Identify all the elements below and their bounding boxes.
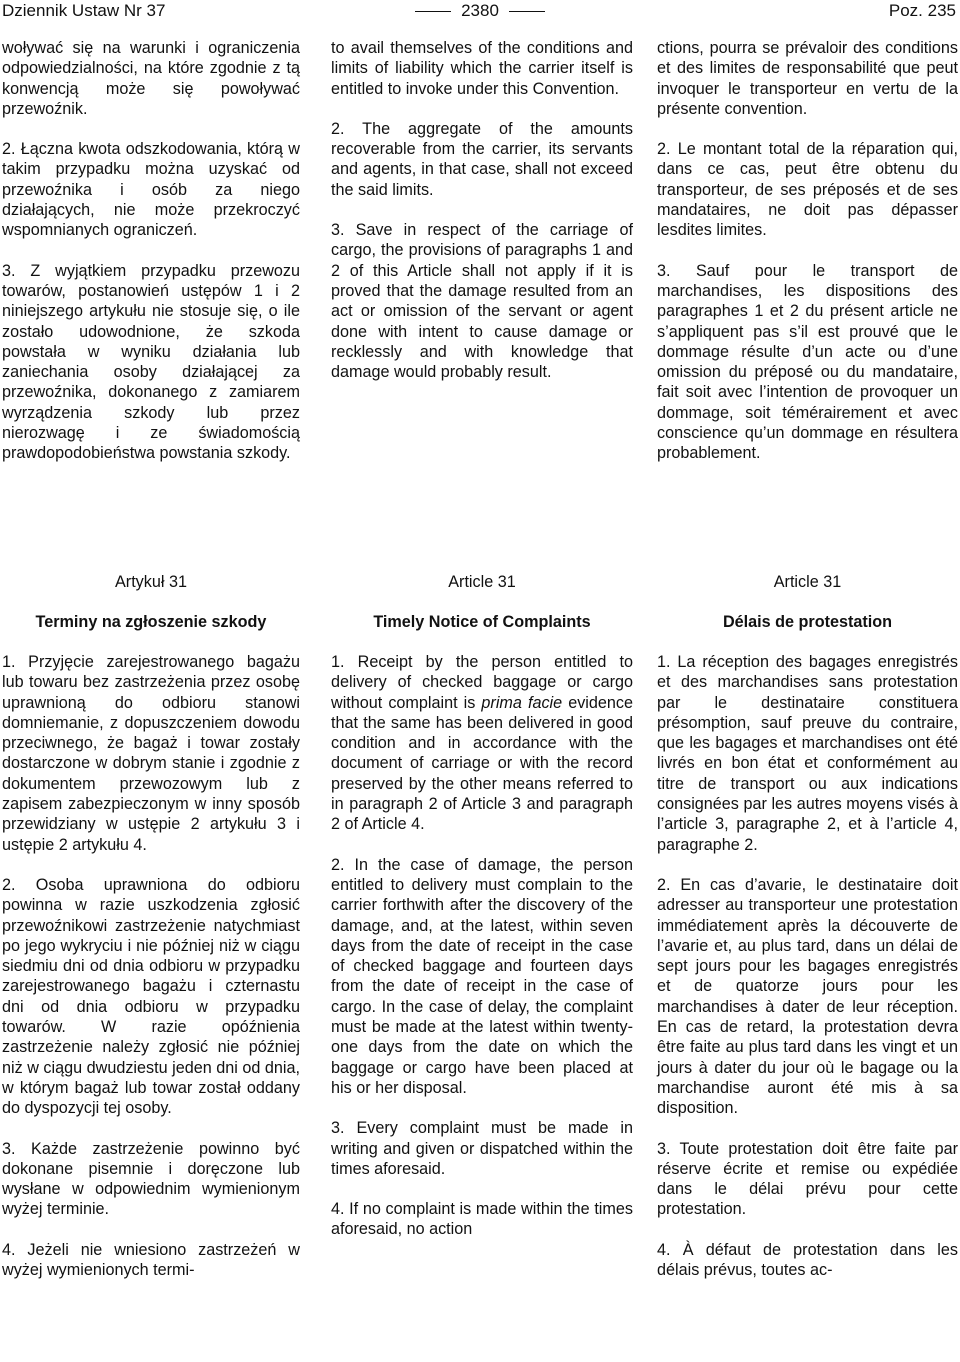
paragraph: 3. Sauf pour le transport de marchandises, les dispositions des paragraphes 1 et 2 du présent article ne s’appliquent pas s’il est prouvé que le dommage résulte d’un acte ou d’une omission du préposé ou du mandataire, fait soit avec l’intention de provoquer un dommage, soit témérairement et avec conscience qu’un dommage en résultera probablement.: [657, 261, 958, 463]
dash-left: [415, 11, 451, 12]
article-number: Article 31: [773, 573, 842, 591]
paragraph: 2. Łączna kwota odszkodowania, którą w takim przypadku można uzyskać od przewoźnika i osób za niego działających, nie może przekroczyć wspomnianych ograniczeń.: [2, 140, 300, 240]
text-run: 1. Receipt by the person entitled to delivery of checked baggage or cargo without complaint is: [331, 653, 633, 712]
column-english-art30: [331, 38, 633, 382]
article-heading-polish: [2, 572, 300, 633]
position-number: Poz. 235: [888, 1, 956, 20]
column-french-art31: [657, 652, 958, 1280]
text-run: evidence that the same has been delivered in good condition and in accordance with the document of carriage or with the record preserved by the other means referred to in paragraph 2 of Article 3 and paragraph 2 of Article 4.: [331, 693, 634, 834]
paragraph: 4. À défaut de protestation dans les délais prévus, toutes ac-: [657, 1240, 958, 1280]
paragraph: to avail themselves of the conditions and limits of liability which the carrier itself is entitled to invoke under this Convention.: [331, 39, 633, 98]
column-english-art31: [331, 652, 633, 1240]
dash-right: [509, 11, 545, 12]
column-polish-art31: [2, 652, 300, 1280]
paragraph: 2. En cas d’avarie, le destinataire doit adresser au transporteur une protestation immédiatement après la découverte de l’avarie et, au plus tard, dans un délai de sept jours pour les bagages enregistrés et de quatorze jours pour les marchandises à dater de leur réception. En cas de retard, la protestation devra être faite au plus tard dans les vingt et un jours à dater du jour où le bagage ou la marchandise auront été mis à sa disposition.: [657, 875, 958, 1118]
column-polish-art30: [2, 38, 300, 464]
paragraph: 2. Le montant total de la réparation qui, dans ce cas, peut être obtenu du transporteur, de ses préposés et de ses mandataires, ne doit pas dépasser lesdites limites.: [657, 140, 958, 240]
paragraph: 3. Toute protestation doit être faite par réserve écrite et remise ou expédiée dans le délai prévu pour cette protestation.: [657, 1139, 958, 1219]
paragraph: 2. In the case of damage, the person entitled to delivery must complain to the carrier forthwith after the discovery of the damage, and, at the latest, within seven days from the date of receipt in the case of checked baggage and fourteen days from the date of receipt in the case of cargo. In the case of delay, the complaint must be made at the latest within twenty-one days from the date on which the baggage or cargo have been placed at his or her disposal.: [331, 855, 633, 1097]
paragraph: 2. Osoba uprawniona do odbioru powinna w razie uszkodzenia zgłosić przewoźnikowi zastrzeżenie natychmiast po jego wykryciu i nie później niż w ciągu siedmiu dni od dnia odbioru w przypadku zarejestrowanego bagażu i czternastu dni od dnia odbioru w przypadku towarów. W razie opóźnienia zastrzeżenie należy zgłosić nie później niż w ciągu dwudziestu jeden dni od dnia, w którym bagaż lub towar został oddany do dyspozycji tej osoby.: [2, 875, 300, 1118]
paragraph: 3. Z wyjątkiem przypadku przewozu towarów, postanowień ustępów 1 i 2 niniejszego artykułu nie stosuje się, o ile zostało udowodnione, że szkoda powstała w wyniku działania lub zaniechania osoby działającej za przewoźnika, dokonanego z zamiarem wyrządzenia szkody lub przez nierozwagę i ze świadomością prawdopodobieństwa powstania szkody.: [2, 261, 300, 463]
page-number: [0, 0, 960, 22]
page-number-text: 2380: [461, 1, 499, 20]
paragraph: 1. Przyjęcie zarejestrowanego bagażu lub towaru bez zastrzeżenia przez osobę uprawnioną do odbioru stanowi domniemanie, z dopuszczeniem dowodu przeciwnego, że bagaż i towar zostały dostarczone w dobrym stanie i zgodnie z dokumentem przewozowym lub z zapisem zabezpieczonym w inny sposób przewidziany w ustępie 2 artykułu 3 i ustępie 2 artykułu 4.: [2, 653, 300, 854]
column-french-art30: [657, 38, 958, 464]
paragraph: [331, 652, 633, 835]
journal-title: Dziennik Ustaw Nr 37: [2, 1, 166, 20]
article-title: Timely Notice of Complaints: [373, 613, 591, 632]
paragraph: 4. Jeżeli nie wniesiono zastrzeżeń w wyżej wymienionych termi-: [2, 1240, 300, 1280]
page-header: [0, 0, 960, 24]
paragraph: ctions, pourra se prévaloir des conditions et des limites de responsabilité que peut invoquer le transporteur en vertu de la présente convention.: [657, 39, 958, 118]
paragraph: woływać się na warunki i ograniczenia odpowiedzialności, na które zgodnie z tą konwencją może się powoływać przewoźnik.: [2, 39, 300, 118]
paragraph: 3. Save in respect of the carriage of cargo, the provisions of paragraphs 1 and 2 of this Article shall not apply if it is proved that the damage resulted from an act or omission of the servant or agent done with intent to cause damage or recklessly and with knowledge that damage would probably result.: [331, 221, 633, 382]
paragraph: 1. La réception des bagages enregistrés et des marchandises sans protestation par le destinataire constituera présomption, sauf preuve du contraire, que les bagages et marchandises ont été livrés en bon état et conformément au titre de transport ou aux indications consignées par les autres moyens visés à l’article 3, paragraphe 2, et à l’article 4, paragraphe 2.: [657, 653, 958, 854]
article-heading-french: [657, 572, 958, 633]
paragraph: 3. Każde zastrzeżenie powinno być dokonane pisemnie i doręczone lub wysłane w odpowiednim wymienionym wyżej terminie.: [2, 1139, 300, 1219]
article-number: Article 31: [448, 573, 516, 591]
italic-term: prima facie: [481, 693, 563, 712]
article-number: Artykuł 31: [115, 573, 187, 591]
paragraph: 2. The aggregate of the amounts recoverable from the carrier, its servants and agents, in that case, shall not exceed the said limits.: [331, 119, 633, 199]
paragraph: 3. Every complaint must be made in writing and given or dispatched within the times aforesaid.: [331, 1119, 633, 1178]
article-title: Terminy na zgłoszenie szkody: [35, 613, 267, 632]
paragraph: 4. If no complaint is made within the times aforesaid, no action: [331, 1200, 633, 1239]
article-heading-english: [331, 572, 633, 633]
article-title: Délais de protestation: [722, 613, 893, 632]
